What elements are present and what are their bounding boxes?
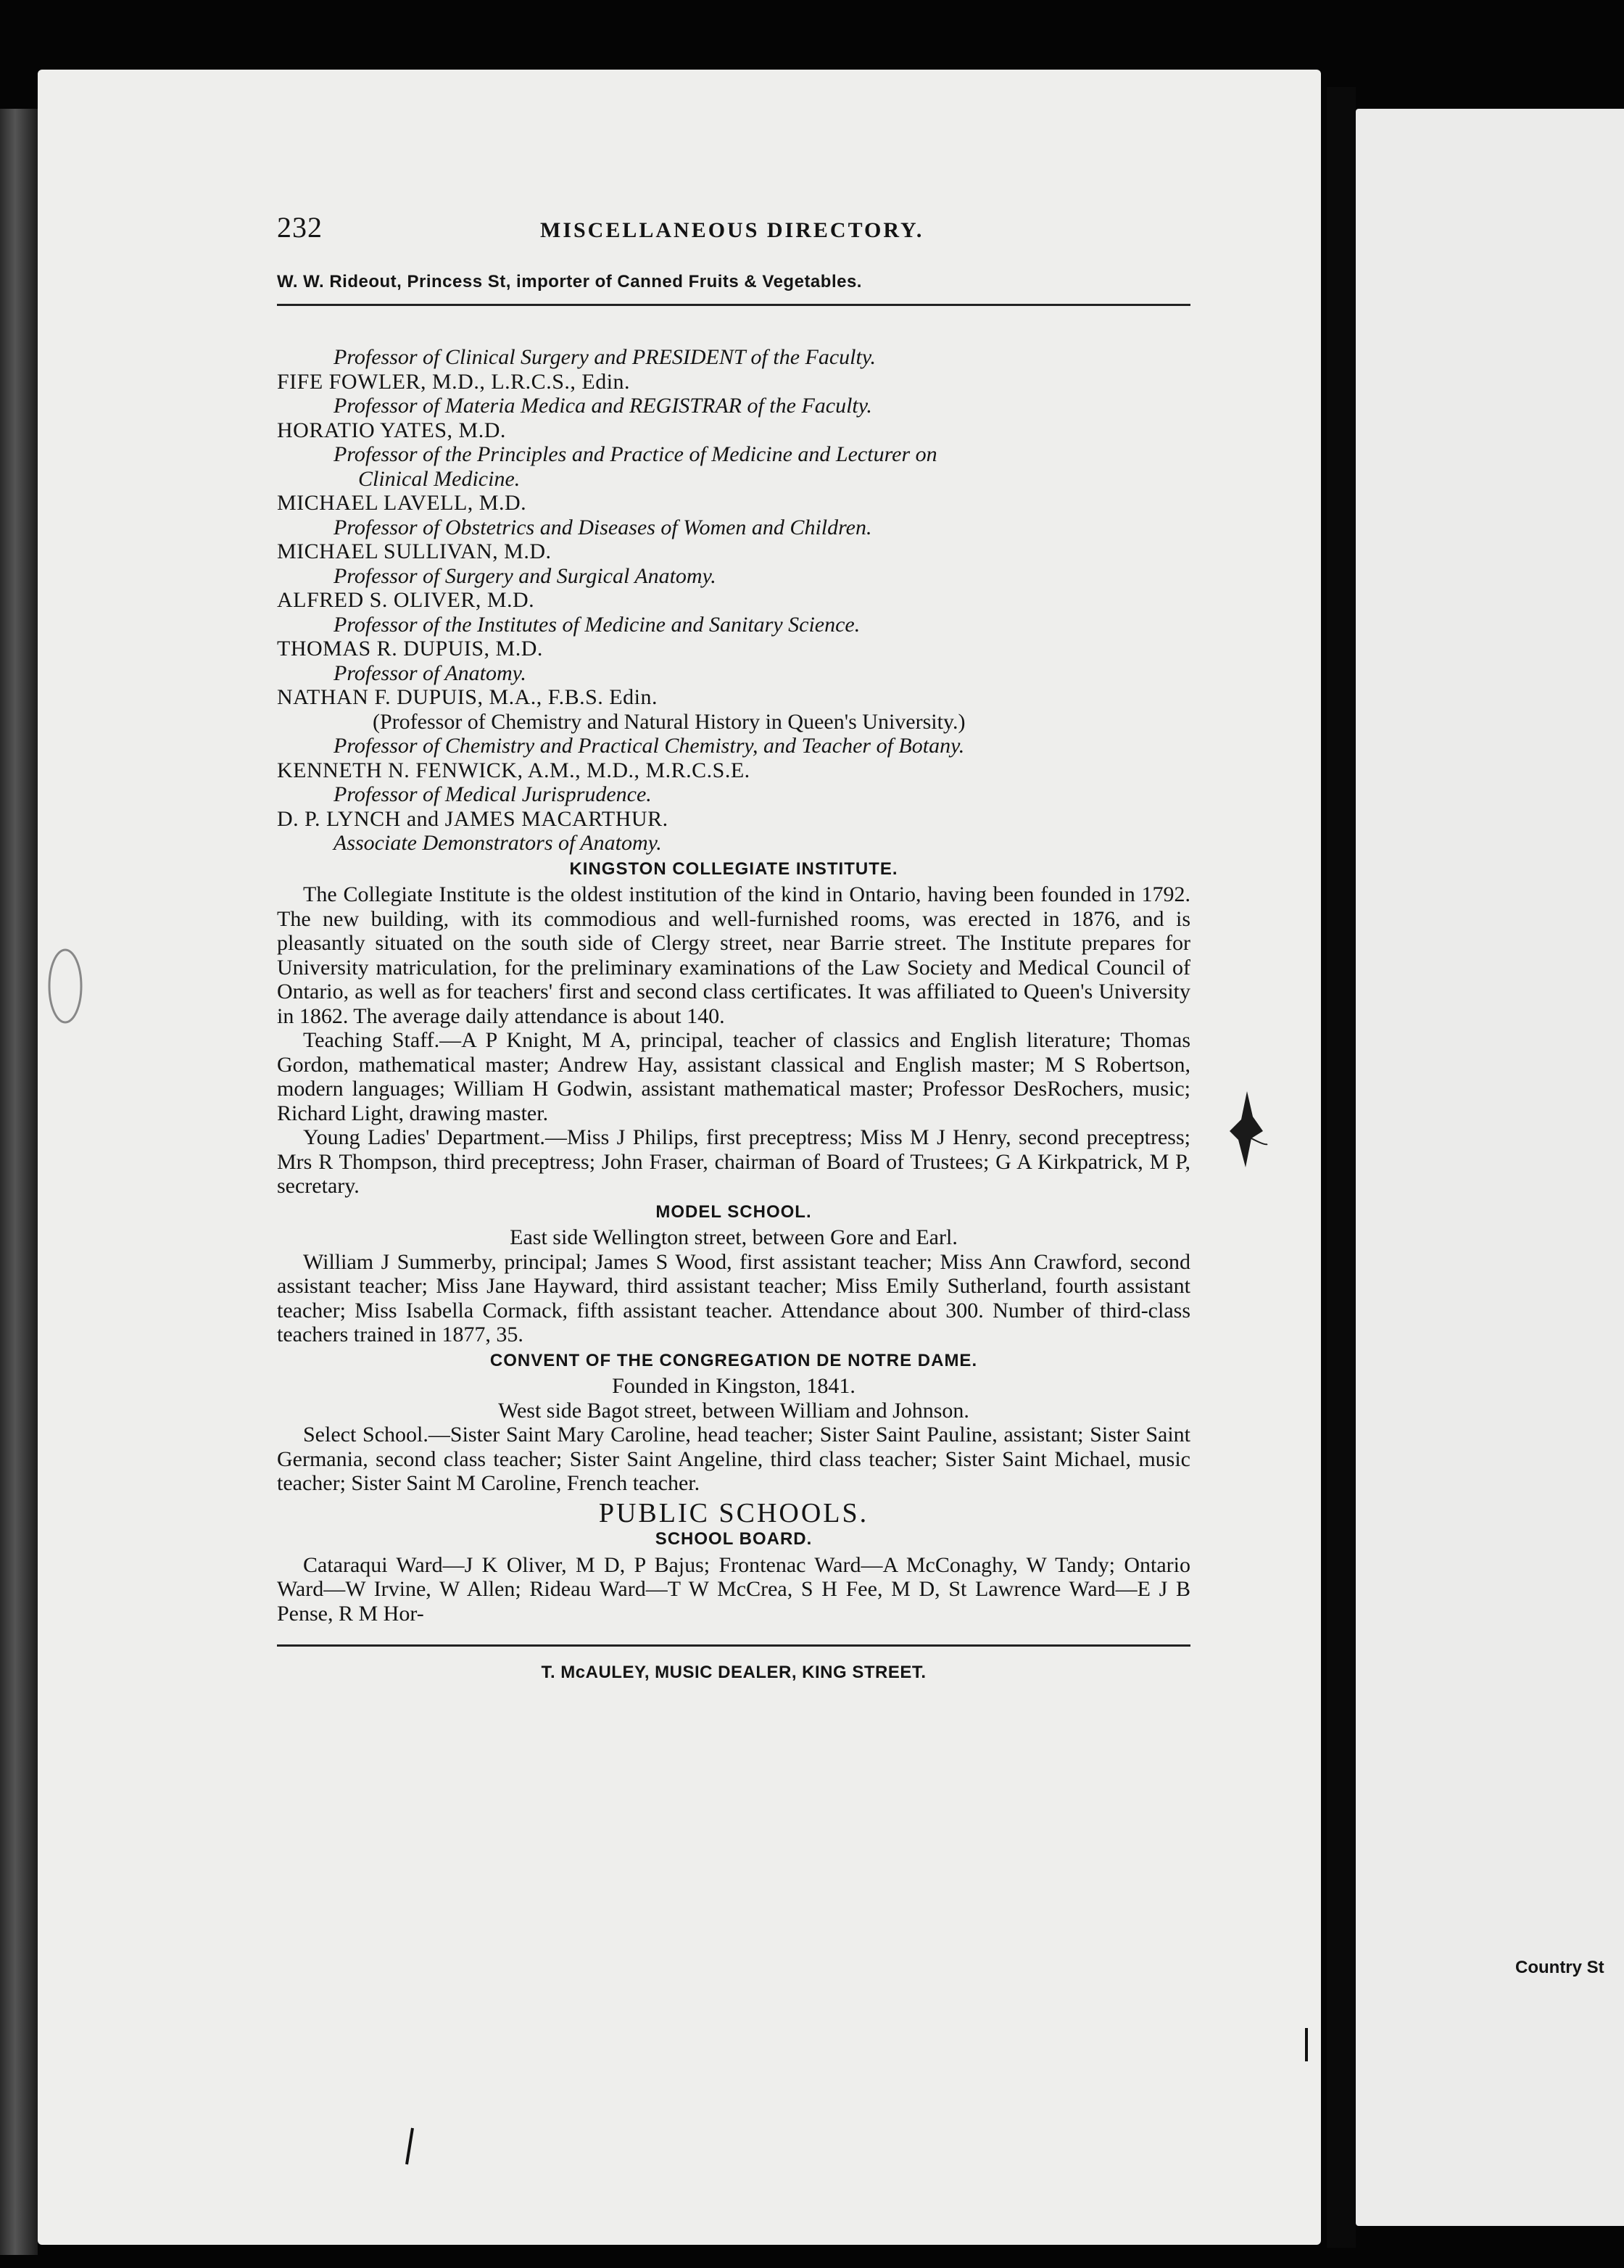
faculty-title-line: Professor of Clinical Surgery and PRESIDENT of the Faculty. xyxy=(334,345,876,369)
faculty-title-line: Professor of Surgery and Surgical Anatomy. xyxy=(334,563,716,588)
faculty-name-line: ALFRED S. OLIVER, M.D. xyxy=(277,588,535,612)
top-advertisement: W. W. Rideout, Princess St, importer of Canned Fruits & Vegetables. xyxy=(277,272,1190,306)
faculty-name-line: NATHAN F. DUPUIS, M.A., F.B.S. Edin. xyxy=(277,685,658,709)
faculty-title-line: Professor of the Principles and Practice of Medicine and Lecturer on xyxy=(334,442,937,466)
page-gutter xyxy=(1327,87,1356,2248)
faculty-title-line: Professor of Anatomy. xyxy=(334,661,526,685)
book-binding-edge xyxy=(0,109,38,2255)
faculty-name-line: MICHAEL LAVELL, M.D. xyxy=(277,491,527,515)
subheading-school-board: SCHOOL BOARD. xyxy=(655,1529,813,1549)
faculty-name-line: MICHAEL SULLIVAN, M.D. xyxy=(277,539,552,563)
faculty-title-line: Professor of Materia Medica and REGISTRAR of the Faculty. xyxy=(334,394,872,418)
faculty-title-line: Associate Demonstrators of Anatomy. xyxy=(334,831,662,855)
page-header xyxy=(277,210,1190,244)
section-heading-convent: CONVENT OF THE CONGREGATION DE NOTRE DAME. xyxy=(489,1350,978,1370)
bottom-advertisement: T. McAULEY, MUSIC DEALER, KING STREET. xyxy=(277,1644,1190,1683)
directory-body xyxy=(277,345,1190,1626)
ink-blot-mark xyxy=(1225,1088,1269,1189)
convent-location: West side Bagot street, between William and Johnson. xyxy=(498,1398,969,1423)
young-ladies-paragraph: Young Ladies' Department.—Miss J Philips, first preceptress; Miss M J Henry, second preceptress; Mrs R Thompson, third preceptress; John Fraser, chairman of Board of Trustees; G A Kirkpatrick, M P, secretary. xyxy=(277,1125,1190,1198)
faculty-name-line: THOMAS R. DUPUIS, M.D. xyxy=(277,637,543,661)
faculty-list xyxy=(277,345,1190,856)
faculty-title-line: Clinical Medicine. xyxy=(358,466,521,491)
convent-founded: Founded in Kingston, 1841. xyxy=(612,1374,856,1398)
faculty-title-line: Professor of Chemistry and Practical Chemistry, and Teacher of Botany. xyxy=(334,734,965,758)
right-bottom-advertisement: Country St xyxy=(1515,1958,1604,1977)
running-title: MISCELLANEOUS DIRECTORY. xyxy=(540,218,924,242)
section-heading-public-schools: PUBLIC SCHOOLS. xyxy=(598,1497,869,1528)
faculty-title-line: (Professor of Chemistry and Natural History in Queen's University.) xyxy=(373,709,966,734)
teaching-staff-paragraph: Teaching Staff.—A P Knight, M A, principal, teacher of classics and English literature; Thomas Gordon, mathematical master; Andrew Hay, assistant classical and English master; M S Robertson, modern languages; William H Godwin, assistant mathematical master; Professor DesRochers, music; Richard Light, drawing master. xyxy=(277,1028,1190,1125)
faculty-name-line: D. P. LYNCH and JAMES MACARTHUR. xyxy=(277,806,668,831)
faculty-title-line: Professor of the Institutes of Medicine and Sanitary Science. xyxy=(334,612,861,637)
page-number: 232 xyxy=(277,211,323,244)
school-board-paragraph: Cataraqui Ward—J K Oliver, M D, P Bajus; Frontenac Ward—A McConaghy, W Tandy; Ontario Ward—W Irvine, W Allen; Rideau Ward—T W McCrea, S H Fee, M D, St Lawrence Ward—E J B Pense, R M Hor- xyxy=(277,1552,1190,1626)
margin-stroke-mark xyxy=(1301,2027,1312,2063)
convent-paragraph: Select School.—Sister Saint Mary Caroline, head teacher; Sister Saint Pauline, assistant; Sister Saint Germania, second class teacher; Sister Saint Angeline, third class teacher; Sister Saint Michael, music teacher; Sister Saint M Caroline, French teacher. xyxy=(277,1423,1190,1495)
faculty-name-line: FIFE FOWLER, M.D., L.R.C.S., Edin. xyxy=(277,369,631,394)
right-page xyxy=(1356,109,1624,2226)
faculty-name-line: KENNETH N. FENWICK, A.M., M.D., M.R.C.S.E. xyxy=(277,758,750,782)
pencil-stroke-mark xyxy=(402,2124,417,2168)
section-heading-collegiate: KINGSTON COLLEGIATE INSTITUTE. xyxy=(569,858,898,879)
model-school-paragraph: William J Summerby, principal; James S Wood, first assistant teacher; Miss Ann Crawford, second assistant teacher; Miss Jane Hayward, third assistant teacher; Miss Emily Sutherland, fourth assistant teacher; Miss Isabella Cormack, fifth assistant teacher. Attendance about 300. Number of third-class teachers trained in 1877, 35. xyxy=(277,1249,1190,1346)
collegiate-paragraph: The Collegiate Institute is the oldest institution of the kind in Ontario, having been founded in 1792. The new building, with its commodious and well-furnished rooms, was erected in 1876, and is pleasantly situated on the south side of Clergy street, near Barrie street. The Institute prepares for University matriculation, for the preliminary examinations of the Law Society and Medical Council of Ontario, as well as for teachers' first and second class certificates. It was affiliated to Queen's University in 1862. The average daily attendance is about 140. xyxy=(277,882,1190,1028)
faculty-title-line: Professor of Medical Jurisprudence. xyxy=(334,782,652,806)
page-edge-mark xyxy=(44,943,87,1030)
faculty-title-line: Professor of Obstetrics and Diseases of Women and Children. xyxy=(334,515,872,539)
faculty-name-line: HORATIO YATES, M.D. xyxy=(277,418,506,442)
left-page-content xyxy=(277,210,1190,1683)
model-school-location: East side Wellington street, between Gore and Earl. xyxy=(510,1225,958,1249)
section-heading-model-school: MODEL SCHOOL. xyxy=(655,1201,812,1222)
